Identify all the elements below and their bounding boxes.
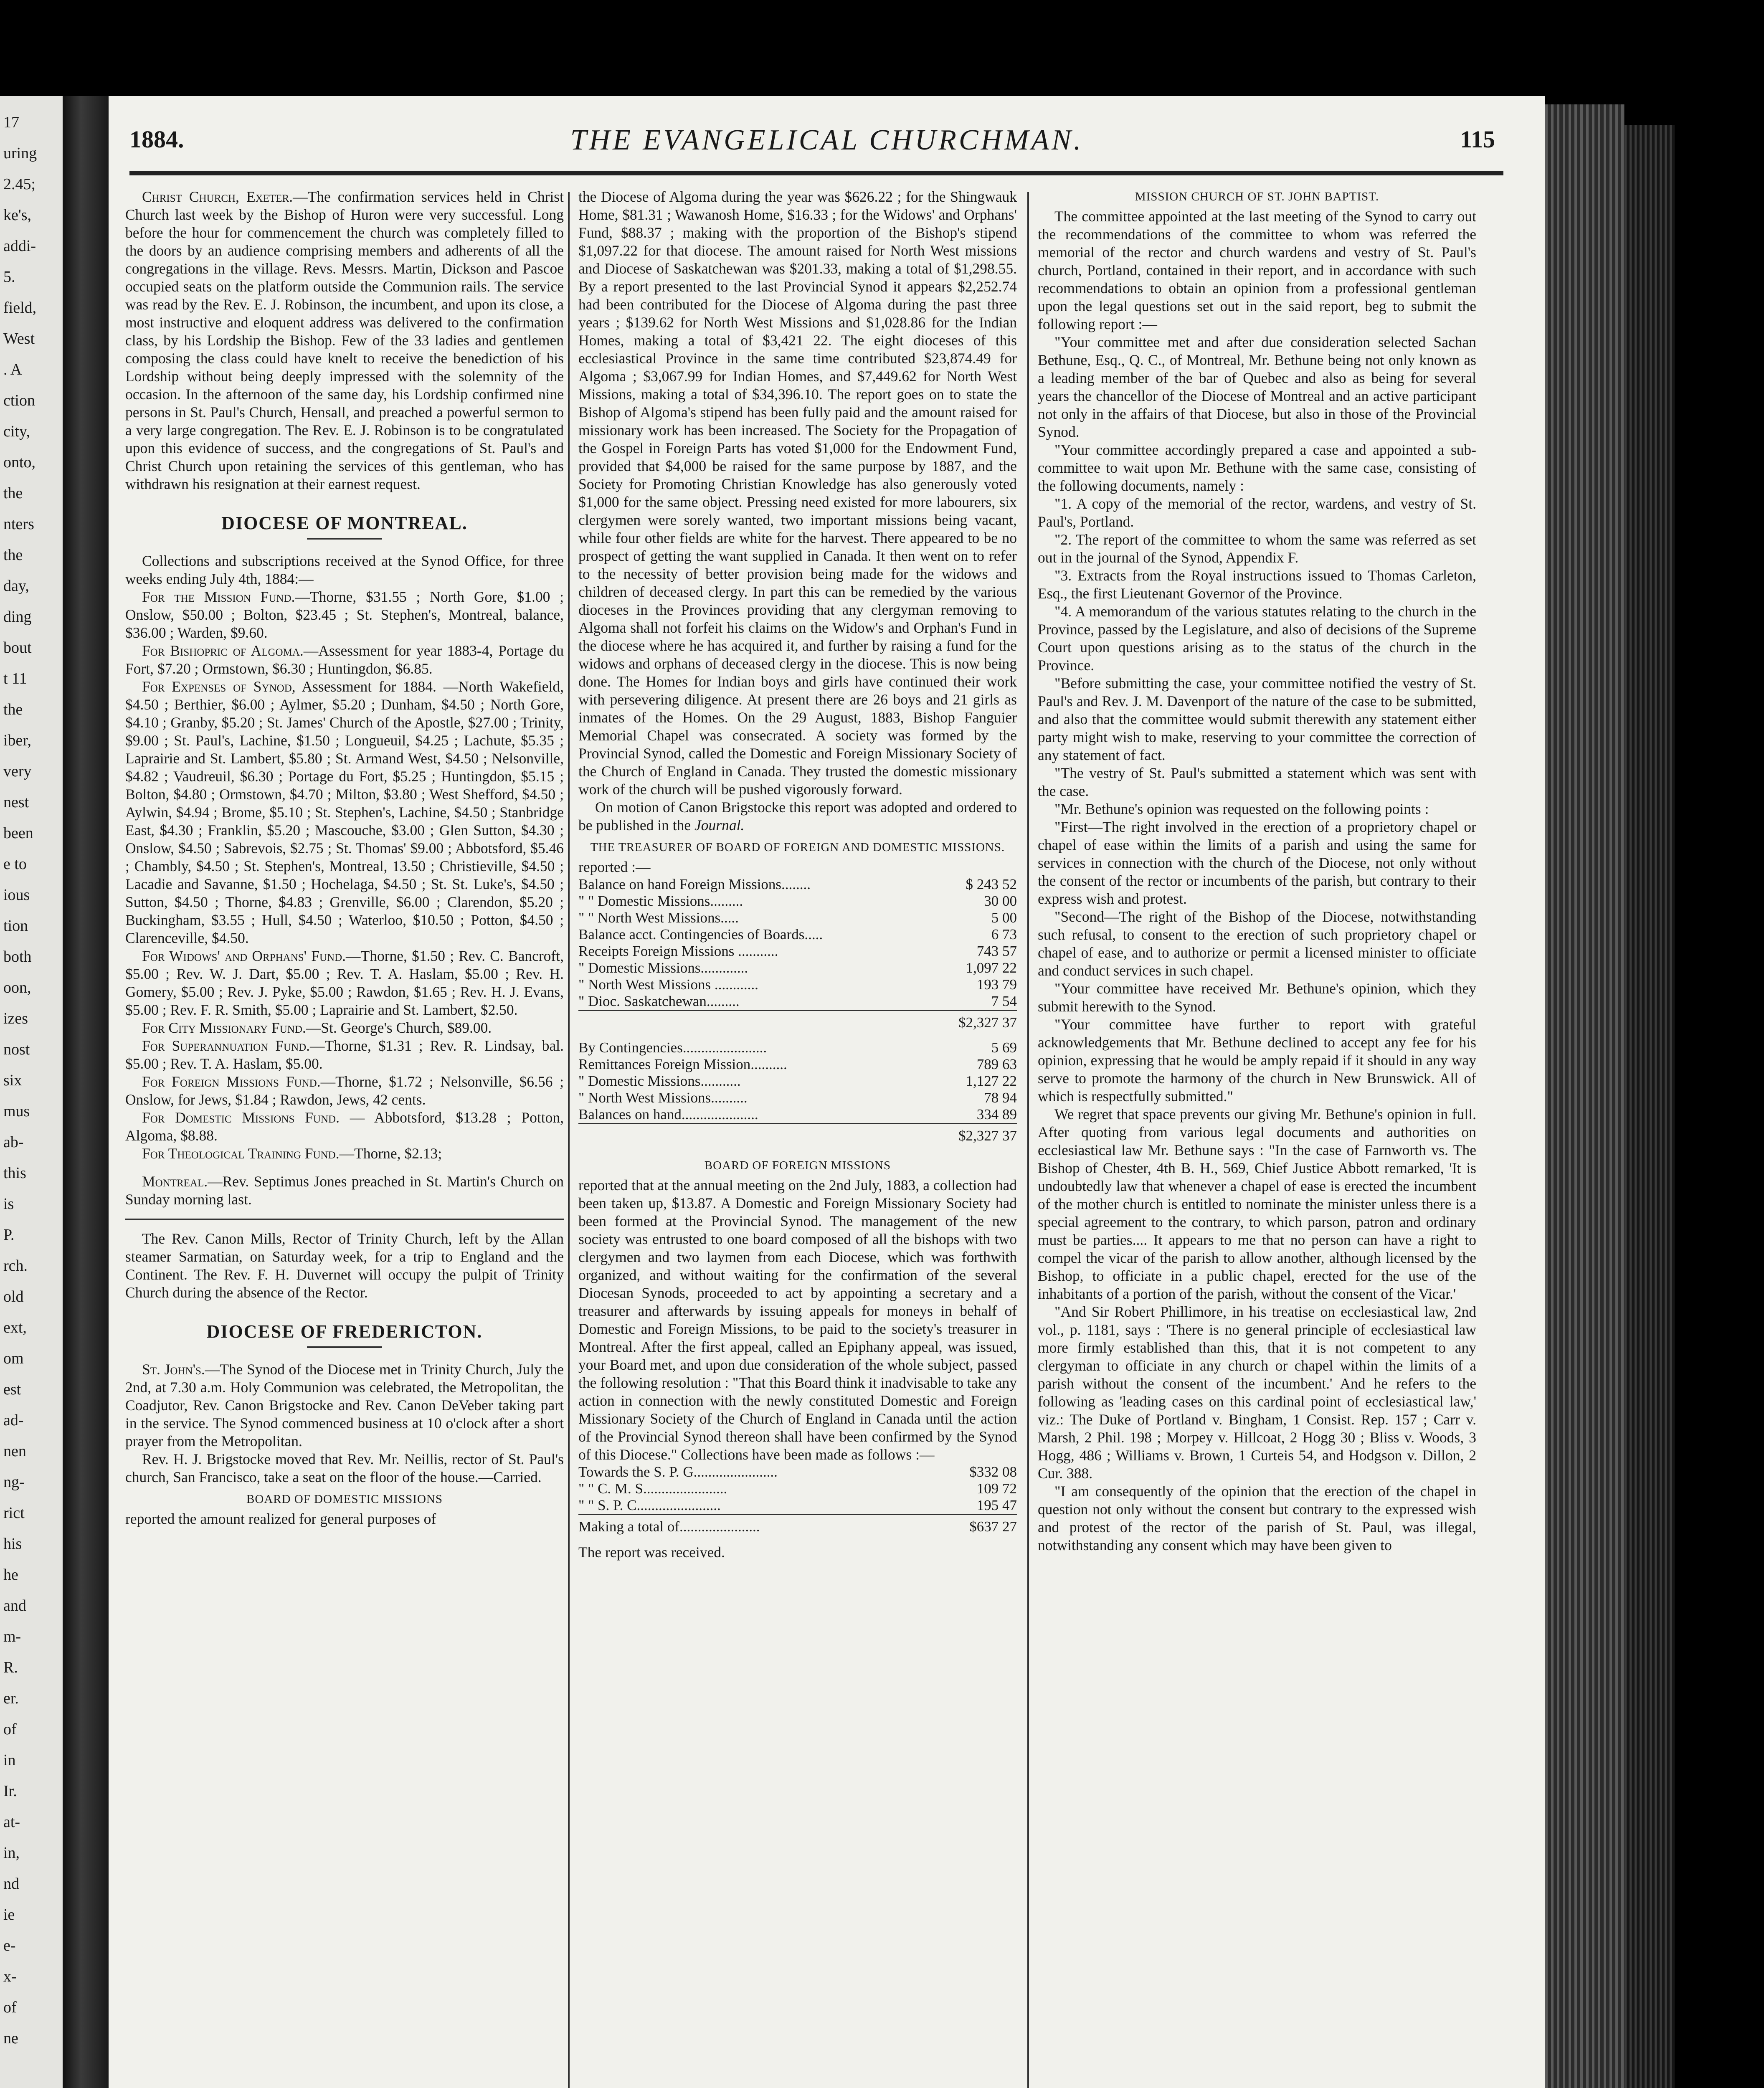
report-paragraph: "3. Extracts from the Royal instructions issued to Thomas Carleton, Esq., the first Lieutenant Governor of the Province. <box>1038 567 1476 602</box>
header-rule <box>129 171 1503 175</box>
newspaper-page <box>109 96 1545 2088</box>
receipt-row <box>578 976 1017 993</box>
foreign-missions-body: —Thorne, $1.72 ; Nelsonville, $6.56 ; Onslow, for Jews, $1.84 ; Rawdon, Jews, 42 cents. <box>125 1073 564 1108</box>
prev-page-text-fragment: t 11 <box>3 670 27 687</box>
mission-church-heading: MISSION CHURCH OF ST. JOHN BAPTIST. <box>1135 190 1379 203</box>
prev-page-text-fragment: of <box>3 1999 17 2016</box>
christ-church-body: —The confirmation services held in Christ Church last week by the Bishop of Huron were very successful. Long before the hour for commencement the church was completely filled to the doors by an audience comprising members and adherents of all the congregations in the village. Revs. Messrs. Martin, Dickson and Pascoe occupied seats on the platform outside the Communion rails. The service was read by the Rev. E. J. Robinson, the incumbent, and upon its close, a most instructive and eloquent address was delivered to the confirmation class, by his Lordship the Bishop. Few of the 33 ladies and gentlemen composing the class could have knelt to receive the benediction of his Lordship without being deeply impressed with the solemnity of the occasion. In the afternoon of the same day, his Lordship confirmed nine persons in St. Paul's Church, Hensall, and preached a powerful sermon to a very large congregation. The Rev. E. J. Robinson is to be congratulated upon this evidence of success, and the congregations of St. Paul's and Christ Church upon retaining the services of this gentleman, who has withdrawn his resignation at their earnest request. <box>125 188 564 492</box>
prev-page-text-fragment: onto, <box>3 454 36 471</box>
prev-page-text-fragment: and <box>3 1597 26 1614</box>
receipt-row <box>578 960 1017 976</box>
account-label: By Contingencies....................... <box>578 1039 767 1056</box>
montreal-note-lead: Montreal. <box>142 1173 208 1190</box>
synod-expenses-body: Assessment for 1884. —North Wakefield, $4.50 ; Berthier, $6.00 ; Aylmer, $5.20 ; Dunham, $4.50 ; North Gore, $4.10 ; Granby, $5.20 ; St. James' Church of the Apostle, $27.00 ; Trinity, $9.00 ; St. Paul's, Lachine, $1.50 ; Longueuil, $4.25 ; Lachute, $5.35 ; Laprairie and St. Lambert, $5.80 ; St. Armand West, $4.50 ; Nelsonville, $4.82 ; Vaudreuil, $6.30 ; Portage du Fort, $5.25 ; Huntingdon, $5.15 ; Bolton, $4.80 ; Ormstown, $4.70 ; Milton, $3.80 ; West Shefford, $4.50 ; Aylwin, $4.94 ; Brome, $5.10 ; St. Stephen's, Lachine, $4.50 ; Stanbridge East, $4.30 ; Franklin, $5.20 ; Mascouche, $3.00 ; Glen Sutton, $4.30 ; Onslow, $4.50 ; Sabrevois, $2.75 ; St. Thomas' $9.00 ; Abbotsford, $5.46 ; Chambly, $4.50 ; St. Stephen's, Montreal, 13.50 ; Christieville, $4.50 ; Lacadie and Savanne, $1.50 ; Hochelaga, $4.50 ; St. St. Luke's, $4.50 ; Sutton, $4.50 ; Thorne, $4.83 ; Grenville, $6.00 ; Clarendon, $5.20 ; Buckingham, $3.55 ; Hull, $4.50 ; Waterloo, $10.50 ; Potton, $4.50 ; Clarenceville, $4.50. <box>125 678 564 946</box>
algoma-lead: For Bishopric of Algoma. <box>142 642 304 659</box>
disbursement-row <box>578 1073 1017 1090</box>
account-label: " " C. M. S....................... <box>578 1480 727 1497</box>
account-label: Towards the S. P. G....................... <box>578 1464 778 1480</box>
heading-rule <box>307 1346 382 1348</box>
prev-page-text-fragment: R. <box>3 1659 18 1676</box>
account-amount: 109 72 <box>976 1480 1017 1497</box>
account-label: " " North West Missions..... <box>578 910 739 926</box>
receipt-row <box>578 926 1017 943</box>
report-paragraph: "Your committee have further to report with grateful acknowledgements that Mr. Bethune declined to accept any fee for his opinion, expressing that he would be amply repaid if it should in any way serve to promote the harmony of the church in New Brunswick. All of which is respectfully submitted." <box>1038 1016 1476 1105</box>
report-paragraph: "Your committee have received Mr. Bethune's opinion, which they submit herewith to the Synod. <box>1038 980 1476 1015</box>
st-johns-body: —The Synod of the Diocese met in Trinity Church, July the 2nd, at 7.30 a.m. Holy Communion was celebrated, the Metropolitan, the Coadjutor, Rev. Canon Brigstocke and Rev. Canon DeVeber taking part in the service. The Synod commenced business at 10 o'clock after a short prayer from the Metropolitan. <box>125 1361 564 1449</box>
prev-page-text-fragment: . A <box>3 361 22 378</box>
account-amount: 1,127 22 <box>966 1073 1017 1089</box>
account-amount: 6 73 <box>991 926 1017 943</box>
column-1 <box>125 188 564 2088</box>
collection-row <box>578 1464 1017 1480</box>
prev-page-text-fragment: addi- <box>3 237 36 255</box>
treasurer-heading: THE TREASURER OF BOARD OF FOREIGN AND DOMESTIC MISSIONS. <box>590 841 1005 854</box>
report-paragraph: The committee appointed at the last meeting of the Synod to carry out the recommendations of the committee to whom was referred the memorial of the rector and church wardens and vestry of St. Paul's church, Portland, contained in their report, and in accordance with such recommendations to obtain an opinion from a professional gentleman upon the legal questions set out in the said report, beg to submit the following report :— <box>1038 208 1476 332</box>
montreal-note-body: —Rev. Septimus Jones preached in St. Martin's Church on Sunday morning last. <box>125 1173 564 1208</box>
prev-page-text-fragment: in, <box>3 1844 20 1862</box>
prev-page-text-fragment: ne <box>3 2030 18 2047</box>
account-amount: 789 63 <box>976 1056 1017 1072</box>
prev-page-text-fragment: e- <box>3 1937 16 1954</box>
page-number: 115 <box>1460 126 1495 153</box>
prev-page-text-fragment: ie <box>3 1906 15 1923</box>
domestic-missions-body: — Abbotsford, $13.28 ; Potton, Algoma, $8.88. <box>125 1109 564 1144</box>
account-label: Balance acct. Contingencies of Boards..... <box>578 926 823 943</box>
prev-page-text-fragment: est <box>3 1381 21 1398</box>
prev-page-text-fragment: nd <box>3 1875 19 1893</box>
prev-page-text-fragment: city, <box>3 423 30 440</box>
prev-page-text-fragment: nest <box>3 793 29 811</box>
report-paragraph: "The vestry of St. Paul's submitted a statement which was sent with the case. <box>1038 765 1476 799</box>
account-label: " " S. P. C....................... <box>578 1497 721 1513</box>
christ-church-paragraph <box>125 188 564 493</box>
account-amount: $ 243 52 <box>966 876 1017 892</box>
prev-page-text-fragment: bout <box>3 639 32 656</box>
prev-page-text-fragment: both <box>3 948 32 965</box>
report-paragraph: "Your committee met and after due consideration selected Sachan Bethune, Esq., Q. C., of Montreal, Mr. Bethune being not only known as a leading member of the bar of Quebec and also as being for several years the chancellor of the Diocese of Montreal and an active participant not only in the affairs of that Diocese, but also in those of the Provincial Synod. <box>1038 334 1476 440</box>
city-mission-body: —St. George's Church, $89.00. <box>306 1019 492 1036</box>
prev-page-text-fragment: nost <box>3 1041 30 1058</box>
foreign-missions-paragraph <box>125 1073 564 1109</box>
column-2 <box>578 188 1017 2088</box>
receipt-row <box>578 910 1017 926</box>
journal-word: Journal. <box>694 817 745 834</box>
prev-page-text-fragment: P. <box>3 1226 15 1244</box>
prev-page-text-fragment: six <box>3 1072 22 1089</box>
prev-page-text-fragment: been <box>3 824 33 842</box>
disbursements-total-row <box>578 1124 1017 1153</box>
algoma-report-paragraph: the Diocese of Algoma during the year was $626.22 ; for the Shingwauk Home, $81.31 ; Wawanosh Home, $16.33 ; for the Widows' and Orphans' Fund, $88.37 ; making with the proportion of the Bishop's stipend $1,097.22 for that diocese. The amount raised for North West missions and Diocese of Saskatchewan was $201.33, making a total of $1,298.55. By a report presented to the last Provincial Synod it appears $2,252.74 had been contributed for the Diocese of Algoma during the past three years ; $139.62 for North West Missions and $1,028.86 for the Indian Homes, making a total of $3,421 22. The eight dioceses of this ecclesiastical Province in the same time contributed $23,874.49 for Algoma ; $3,067.99 for Indian Homes, and $7,449.62 for North West Missions, making a total of $34,396.10. The report goes on to state the Bishop of Algoma's stipend has been fully paid and the amount raised for missionary work has been increased. The Society for the Propagation of the Gospel in Foreign Parts has voted $1,000 for the Endowment Fund, provided that $4,000 be raised for the same purpose by 1887, and the Society for Promoting Christian Knowledge has also generously voted $1,000 for the same object. Pressing need existed for more labourers, six clergymen were sorely wanted, two important missions being vacant, while four other fields are white for the harvest. There appeared to be no prospect of getting the want supplied in Canada. It then went on to refer to the necessity of better provision being made for the widows and children of deceased clergy. In part this can be remedied by the various dioceses in the Provinces providing that any clergyman removing to Algoma shall not forfeit his claims on the Widow's and Orphan's Fund in the diocese where he has acquired it, and further by raising a fund for the widows and orphans of deceased clergy in the diocese. This is now being done. The Homes for Indian boys and girls have continued their work with persevering diligence. At present there are 26 boys and 21 girls as inmates of the Homes. On the 29 August, 1883, Bishop Fanguier Memorial Chapel was consecrated. A society was formed by the Provincial Synod, called the Domestic and Foreign Missionary Society of the Church of England in Canada. They trusted the domestic missionary work of the church will be pushed vigorously forward. <box>578 188 1017 798</box>
prev-page-text-fragment: uring <box>3 144 37 162</box>
brigstocke-paragraph: Rev. H. J. Brigstocke moved that Rev. Mr. Neillis, rector of St. Paul's church, San Francisco, take a seat on the floor of the house.—Carried. <box>125 1451 564 1485</box>
disbursement-row <box>578 1106 1017 1124</box>
prev-page-text-fragment: is <box>3 1195 14 1213</box>
collection-row <box>578 1497 1017 1515</box>
board-domestic-heading: BOARD OF DOMESTIC MISSIONS <box>246 1493 443 1506</box>
report-paragraph: "Your committee accordingly prepared a case and appointed a sub-committee to wait upon Mr. Bethune with the same case, consisting of the following documents, namely : <box>1038 441 1476 494</box>
theological-paragraph <box>125 1145 564 1163</box>
disbursement-row <box>578 1039 1017 1056</box>
canon-mills-paragraph: The Rev. Canon Mills, Rector of Trinity Church, left by the Allan steamer Sarmatian, on Saturday week, for a trip to England and the Continent. The Rev. F. H. Duvernet will occupy the pulpit of Trinity Church during the absence of the Rector. <box>125 1230 564 1301</box>
receipts-total: $2,327 37 <box>954 1011 1017 1040</box>
prev-page-text-fragment: m- <box>3 1628 21 1645</box>
prev-page-text-fragment: West <box>3 330 35 347</box>
previous-page-fragment <box>0 96 63 2088</box>
report-paragraph: "Second—The right of the Bishop of the Diocese, notwithstanding such refusal, to consent to the erection of such proprietory chapel or chapel of ease, and to authorize or permit a licensed minister to officiate and conduct services in such chapel. <box>1038 908 1476 979</box>
theological-lead: For Theological Training Fund. <box>142 1145 340 1162</box>
book-page-edges <box>1545 104 1625 2088</box>
prev-page-text-fragment: the <box>3 484 23 502</box>
superannuation-paragraph <box>125 1037 564 1073</box>
synod-expenses-paragraph <box>125 678 564 947</box>
mission-fund-paragraph <box>125 588 564 642</box>
prev-page-text-fragment: this <box>3 1164 26 1182</box>
prev-page-text-fragment: ext, <box>3 1319 27 1336</box>
city-mission-paragraph <box>125 1019 564 1037</box>
account-amount: 195 47 <box>976 1497 1017 1513</box>
heading-rule <box>307 538 382 540</box>
collections-total: $637 27 <box>954 1515 1017 1544</box>
collections-total-label: Making a total of...................... <box>578 1515 954 1544</box>
report-received: The report was received. <box>578 1544 725 1561</box>
prev-page-text-fragment: er. <box>3 1690 19 1707</box>
account-amount: 78 94 <box>984 1090 1017 1106</box>
prev-page-text-fragment: 5. <box>3 268 15 286</box>
algoma-paragraph <box>125 642 564 678</box>
report-paragraph: We regret that space prevents our giving Mr. Bethune's opinion in full. After quoting from various legal documents and authorities on ecclesiastical law Mr. Bethune says : "In the case of Farnworth vs. The Bishop of Chester, 4th B. H., 569, Chief Justice Abbott remarked, 'It is undoubtedly law that whenever a chapel of ease is erected the incumbent of the mother church is entitled to nominate the minister unless there is a special agreement to the contrary, to which parson, patron and ordinary must be parties.... It appears to me that no person can have a right to compel the vicar of the parish to allow another, although licensed by the Bishop, to officiate in a public chapel, erected for the use of the inhabitants of a portion of the parish, without the consent of the Vicar.' <box>1038 1106 1476 1302</box>
mission-fund-lead: For the Mission Fund. <box>142 588 295 605</box>
treasurer-receipts-table <box>578 876 1017 1039</box>
disbursement-row <box>578 1090 1017 1106</box>
canon-motion-text: On motion of Canon Brigstocke this report was adopted and ordered to be published in the <box>578 799 1017 834</box>
prev-page-text-fragment: rch. <box>3 1257 28 1275</box>
account-label: Balance on hand Foreign Missions........ <box>578 876 811 892</box>
disbursement-row <box>578 1056 1017 1073</box>
account-label: " North West Missions.......... <box>578 1090 748 1106</box>
prev-page-text-fragment: 17 <box>3 114 19 131</box>
account-amount: 30 00 <box>984 893 1017 909</box>
disbursements-total: $2,327 37 <box>954 1124 1017 1153</box>
algoma-body: —Assessment for year 1883-4, Portage du Fort, $7.20 ; Ormstown, $6.30 ; Huntingdon, $6.85. <box>125 642 564 677</box>
account-amount: 193 79 <box>976 976 1017 993</box>
report-paragraph: "Before submitting the case, your committee notified the vestry of St. Paul's and Rev. J. M. Davenport of the nature of the case to be submitted, and also that the committee would submit therewith any statement either party might wish to make, reserving to your committee the correction of any statement of fact. <box>1038 675 1476 763</box>
widows-paragraph <box>125 947 564 1019</box>
montreal-heading: DIOCESE OF MONTREAL. <box>221 513 468 533</box>
theological-body: —Thorne, $2.13; <box>339 1145 442 1162</box>
foreign-missions-lead: For Foreign Missions Fund. <box>142 1073 321 1090</box>
st-johns-paragraph <box>125 1361 564 1450</box>
prev-page-text-fragment: ng- <box>3 1473 25 1491</box>
superannuation-body: —Thorne, $1.31 ; Rev. R. Lindsay, bal. $5.00 ; Rev. T. A. Haslam, $5.00. <box>125 1037 564 1072</box>
board-domestic-body: reported the amount realized for general purposes of <box>125 1510 436 1527</box>
prev-page-text-fragment: nters <box>3 515 34 533</box>
prev-page-text-fragment: x- <box>3 1968 17 1985</box>
reported-label: reported :— <box>578 859 651 875</box>
prev-page-text-fragment: ad- <box>3 1411 24 1429</box>
account-label: Receipts Foreign Missions ........... <box>578 943 778 959</box>
mission-fund-body: —Thorne, $31.55 ; North Gore, $1.00 ; Onslow, $50.00 ; Bolton, $23.45 ; St. Stephen's, Montreal, balance, $36.00 ; Warden, $9.60. <box>125 588 564 641</box>
st-johns-lead: St. John's. <box>142 1361 205 1378</box>
account-amount: 334 89 <box>976 1106 1017 1123</box>
report-paragraph: "I am consequently of the opinion that the erection of the chapel in question not only without the consent but contrary to the expressed wish and protest of the rector of the parish of St. Paul, was illegal, notwithstanding any consent which may have been given to <box>1038 1483 1476 1553</box>
prev-page-text-fragment: iber, <box>3 732 32 749</box>
separator-rule <box>125 1219 564 1220</box>
canon-motion-paragraph <box>578 798 1017 834</box>
fredericton-heading: DIOCESE OF FREDERICTON. <box>206 1321 483 1342</box>
receipt-row <box>578 876 1017 893</box>
synod-expenses-lead: For Expenses of Synod, <box>142 678 296 695</box>
prev-page-text-fragment: his <box>3 1535 22 1553</box>
receipt-row <box>578 993 1017 1011</box>
report-paragraph: "1. A copy of the memorial of the rector, wardens, and vestry of St. Paul's, Portland. <box>1038 495 1476 530</box>
account-label: " Domestic Missions............. <box>578 960 748 976</box>
account-label: " North West Missions ............ <box>578 976 758 993</box>
prev-page-text-fragment: ab- <box>3 1133 24 1151</box>
prev-page-text-fragment: mus <box>3 1102 30 1120</box>
account-amount: 5 69 <box>991 1039 1017 1056</box>
treasurer-disbursements-table <box>578 1039 1017 1153</box>
report-paragraph: "And Sir Robert Phillimore, in his treatise on ecclesiastical law, 2nd vol., p. 1181, says : 'There is no general principle of ecclesiastical law more firmly established than this, that it is not competent to any clergyman to officiate in any church or chapel within the limits of a parish without the consent of the incumbent.' And he refers to the following as 'leading cases on this cardinal point of ecclesiastical law,' viz.: The Duke of Portland v. Bingham, 1 Consist. Rep. 157 ; Carr v. Marsh, 2 Phil. 198 ; Morpey v. Hillcoat, 2 Hogg 30 ; Bliss v. Woods, 3 Hogg, 486 ; Williams v. Brown, 1 Curteis 54, and Hodgson v. Dillon, 2 Cur. 388. <box>1038 1303 1476 1482</box>
column-divider <box>568 192 570 2088</box>
collection-row <box>578 1480 1017 1497</box>
prev-page-text-fragment: of <box>3 1721 17 1738</box>
domestic-missions-lead: For Domestic Missions Fund. <box>142 1109 340 1126</box>
prev-page-text-fragment: old <box>3 1288 24 1305</box>
account-amount: $332 08 <box>969 1464 1017 1480</box>
column-divider <box>1027 192 1029 2088</box>
city-mission-lead: For City Missionary Fund. <box>142 1019 306 1036</box>
account-label: " Dioc. Saskatchewan......... <box>578 993 740 1009</box>
collections-total-row <box>578 1515 1017 1544</box>
prev-page-text-fragment: om <box>3 1350 24 1367</box>
account-amount: 5 00 <box>991 910 1017 926</box>
report-paragraph: "4. A memorandum of the various statutes relating to the church in the Province, passed by the Legislature, and also of decisions of the Supreme Court upon questions arising as to the status of the church in the Province. <box>1038 603 1476 674</box>
prev-page-text-fragment: ding <box>3 608 32 626</box>
account-amount: 1,097 22 <box>966 960 1017 976</box>
board-foreign-body: reported that at the annual meeting on the 2nd July, 1883, a collection had been taken up, $13.87. A Domestic and Foreign Missionary Society had been formed at the Provincial Synod. The management of the new society was entrusted to one board composed of all the bishops with two clergymen and two laymen from each Diocese, which was forthwith organized, and without waiting for the confirmation of the several Diocesan Synods, proceeded to act by appointing a secretary and a treasurer and afterwards by issuing appeals for moneys in behalf of Domestic and Foreign Missions, to be paid to the society's treasurer in Montreal. After the first appeal, called an Epiphany appeal, was issued, your Board met, and upon due consideration of the whole subject, passed the following resolution : "That this Board think it inadvisable to take any action in connection with the newly constituted Domestic and Foreign Missionary Society of the Church of England in Canada until the action of the Provincial Synod thereon shall have been confirmed by the Synod of this Diocese." Collections have been made as follows :— <box>578 1177 1017 1463</box>
page-header <box>109 121 1545 167</box>
widows-lead: For Widows' and Orphans' Fund. <box>142 948 346 964</box>
masthead-title: THE EVANGELICAL CHURCHMAN. <box>570 124 1084 156</box>
column-3 <box>1038 188 1476 2088</box>
account-label: " " Domestic Missions......... <box>578 893 743 909</box>
prev-page-text-fragment: izes <box>3 1010 28 1027</box>
account-amount: 7 54 <box>991 993 1017 1009</box>
account-label: Remittances Foreign Mission.......... <box>578 1056 787 1072</box>
account-label: " Domestic Missions........... <box>578 1073 741 1089</box>
account-label: Balances on hand..................... <box>578 1106 758 1123</box>
prev-page-text-fragment: ke's, <box>3 206 32 224</box>
prev-page-text-fragment: ction <box>3 392 35 409</box>
report-paragraph: "Mr. Bethune's opinion was requested on the following points : <box>1054 801 1429 817</box>
prev-page-text-fragment: the <box>3 546 23 564</box>
receipt-row <box>578 893 1017 910</box>
collections-table <box>578 1464 1017 1543</box>
prev-page-text-fragment: in <box>3 1751 16 1769</box>
montreal-intro: Collections and subscriptions received at the Synod Office, for three weeks ending July 4th, 1884:— <box>125 552 564 587</box>
prev-page-text-fragment: e to <box>3 855 27 873</box>
book-cover-edge <box>1625 125 1675 2088</box>
account-amount: 743 57 <box>976 943 1017 959</box>
domestic-missions-paragraph <box>125 1109 564 1145</box>
prev-page-text-fragment: tion <box>3 917 28 935</box>
prev-page-text-fragment: nen <box>3 1442 26 1460</box>
board-foreign-heading: BOARD OF FOREIGN MISSIONS <box>704 1159 891 1172</box>
receipt-row <box>578 943 1017 960</box>
widows-body: —Thorne, $1.50 ; Rev. C. Bancroft, $5.00 ; Rev. W. J. Dart, $5.00 ; Rev. T. A. Haslam, $5.00 ; Rev. H. Gomery, $5.00 ; Rev. J. Pyke, $5.00 ; Rawdon, $1.65 ; Rev. H. J. Evans, $5.00 ; Rev. F. R. Smith, $5.00 ; Laprairie and St. Lambert, $2.50. <box>125 948 564 1018</box>
receipts-total-row <box>578 1011 1017 1040</box>
superannuation-lead: For Superannuation Fund. <box>142 1037 310 1054</box>
prev-page-text-fragment: 2.45; <box>3 175 36 193</box>
book-gutter <box>63 96 109 2088</box>
prev-page-text-fragment: very <box>3 763 32 780</box>
prev-page-text-fragment: rict <box>3 1504 25 1522</box>
prev-page-text-fragment: oon, <box>3 979 31 996</box>
montreal-note-paragraph <box>125 1173 564 1209</box>
report-paragraph: "2. The report of the committee to whom the same was referred as set out in the journal of the Synod, Appendix F. <box>1038 531 1476 566</box>
issue-year: 1884. <box>129 126 184 153</box>
prev-page-text-fragment: day, <box>3 577 29 595</box>
prev-page-text-fragment: Ir. <box>3 1782 17 1800</box>
christ-church-lead: Christ Church, Exeter. <box>142 188 293 205</box>
prev-page-text-fragment: the <box>3 701 23 718</box>
report-paragraph: "First—The right involved in the erection of a proprietory chapel or chapel of ease within the limits of a parish and using the same for services in connection with the church of the Diocese, not only without the consent of the rector or incumbents of the parish, but contrary to their express wish and protest. <box>1038 818 1476 907</box>
prev-page-text-fragment: he <box>3 1566 18 1584</box>
prev-page-text-fragment: ious <box>3 886 30 904</box>
prev-page-text-fragment: field, <box>3 299 37 317</box>
prev-page-text-fragment: at- <box>3 1813 20 1831</box>
